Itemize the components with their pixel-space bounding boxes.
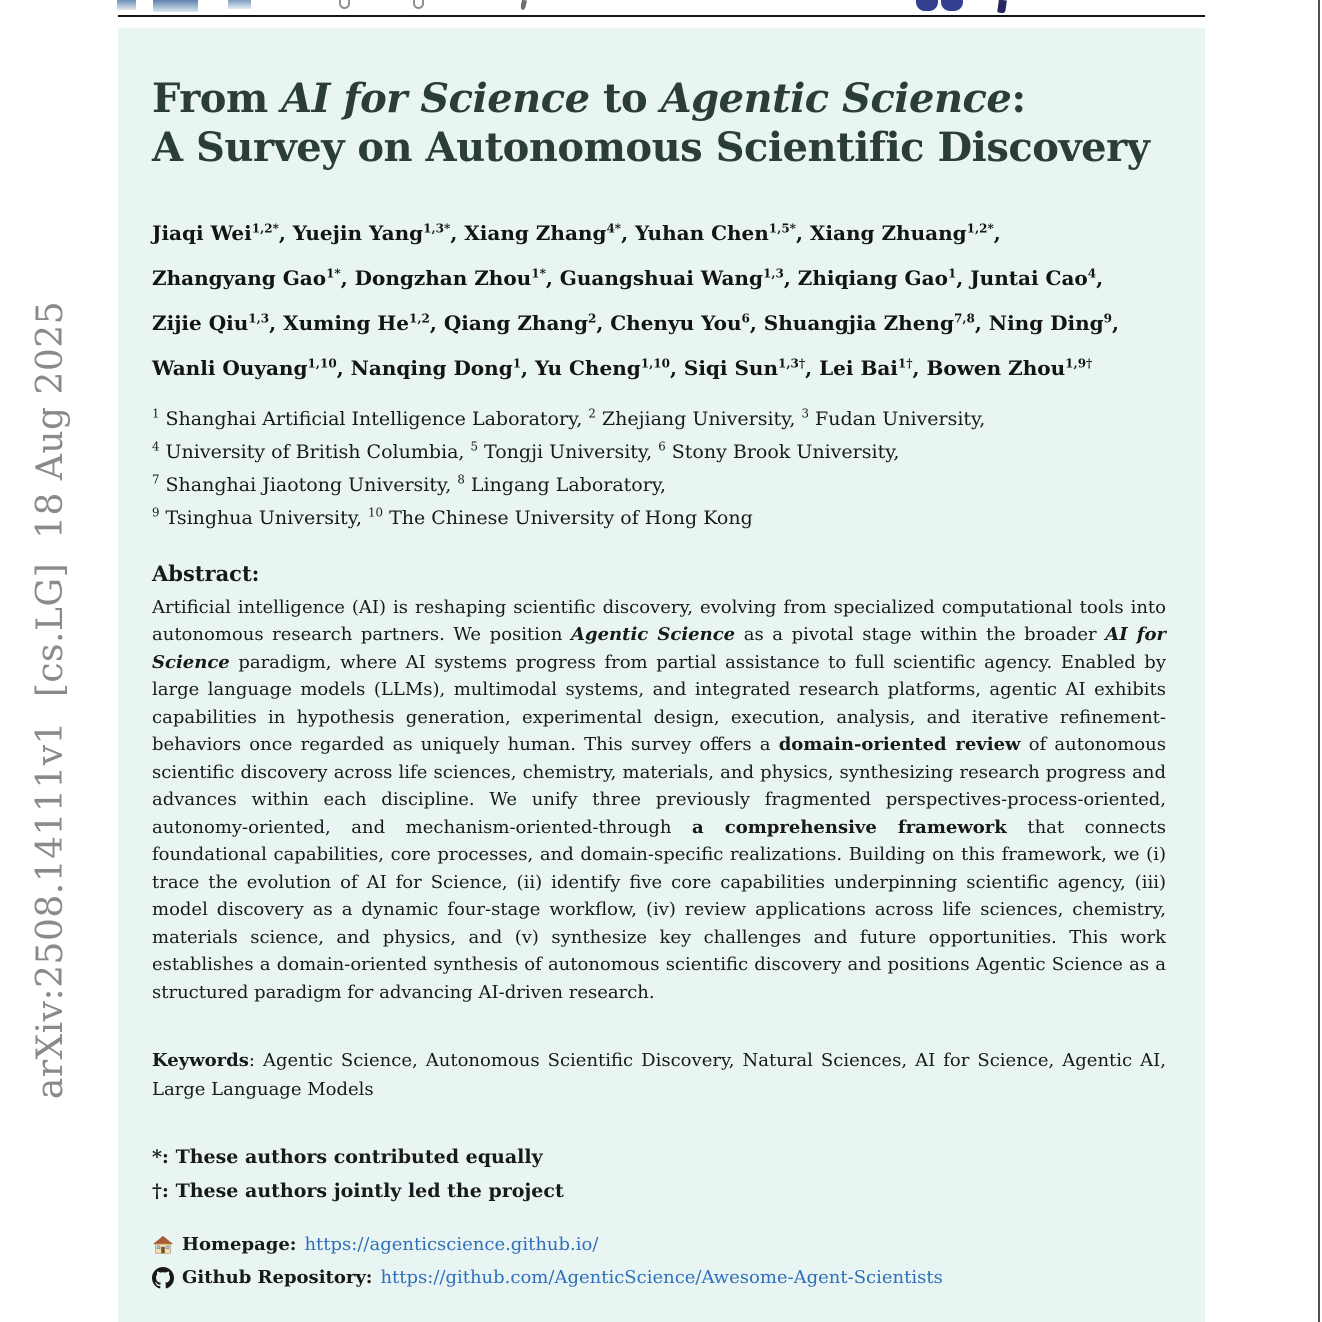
house-icon xyxy=(152,1234,174,1256)
paper-page xyxy=(118,28,1205,1322)
window-right-edge xyxy=(1318,0,1320,1322)
affiliation-line: $^7$ Shanghai Jiaotong University, $^8$ Lingang Laboratory, xyxy=(152,472,667,496)
homepage-label: Homepage: xyxy=(182,1234,297,1256)
github-icon xyxy=(152,1267,174,1289)
abstract-text: Artificial intelligence (AI) is reshaping scientific discovery, evolving from specialized computational tools into autonomous research partners. We position Agentic Science as a pivotal stage within the broader AI for Science paradigm, where AI systems progress from partial assistance to full scientific agency. Enabled by large language models (LLMs), multimodal systems, and integrated research platforms, agentic AI exhibits capabilities in hypothesis generation, experimental design, execution, analysis, and iterative refinement-behaviors once regarded as uniquely human. This survey offers a domain-oriented review of autonomous scientific discovery across life sciences, chemistry, materials, and physics, synthesizing research progress and advances within each discipline. We unify three previously fragmented perspectives-process-oriented, autonomy-oriented, and mechanism-oriented-through a comprehensive framework that connects foundational capabilities, core processes, and domain-specific realizations. Building on this framework, we (i) trace the evolution of AI for Science, (ii) identify five core capabilities underpinning scientific agency, (iii) model discovery as a dynamic four-stage workflow, (iv) review applications across life sciences, chemistry, materials science, and physics, and (v) synthesize key challenges and future opportunities. This work establishes a domain-oriented synthesis of autonomous scientific discovery and positions Agentic Science as a structured paradigm for advancing AI-driven research. xyxy=(152,596,1167,1003)
paper-title xyxy=(152,75,1166,173)
cropped-logo-fragment xyxy=(997,0,1007,13)
cropped-logo-fragment xyxy=(117,0,136,10)
affiliation-line: $^9$ Tsinghua University, $^{10}$ The Chinese University of Hong Kong xyxy=(152,505,753,529)
cropped-text-fragment xyxy=(520,0,527,10)
cropped-logo-fragment xyxy=(941,0,963,11)
author-line: Zijie Qiu$^{1,3}$, Xuming He$^{1,2}$, Qiang Zhang$^2$, Chenyu You$^6$, Shuangjia Zheng$^{7,8}$, Ning Ding$^9$, xyxy=(152,310,1119,335)
header-divider xyxy=(118,15,1205,17)
resource-links xyxy=(152,1228,1166,1294)
author-list xyxy=(152,211,1166,391)
affiliation-list xyxy=(152,403,1166,535)
github-label: Github Repository: xyxy=(182,1267,373,1289)
keywords-line: Keywords: Agentic Science, Autonomous Scientific Discovery, Natural Sciences, AI for Science, Agentic AI, Large Language Models xyxy=(152,1050,1166,1101)
paper-title-line2: A Survey on Autonomous Scientific Discovery xyxy=(152,123,1150,171)
cropped-text-fragment xyxy=(413,0,424,9)
paper-title-line1: From AI for Science to Agentic Science: xyxy=(152,75,1026,122)
cropped-logo-fragment xyxy=(916,0,938,11)
affiliation-line: $^1$ Shanghai Artificial Intelligence Laboratory, $^2$ Zhejiang University, $^3$ Fudan University, xyxy=(152,406,986,430)
footnote-joint-lead: †: These authors jointly led the project xyxy=(152,1180,564,1203)
author-line: Wanli Ouyang$^{1,10}$, Nanqing Dong$^1$, Yu Cheng$^{1,10}$, Siqi Sun$^{1,3\dagger}$, Lei Bai$^{1\dagger}$, Bowen Zhou$^{1,9\dagger}$ xyxy=(152,355,1093,380)
abstract-heading: Abstract: xyxy=(152,560,260,586)
cropped-logo-fragment xyxy=(153,0,198,12)
affiliation-line: $^4$ University of British Columbia, $^5$ Tongji University, $^6$ Stony Brook University, xyxy=(152,439,900,463)
author-footnotes xyxy=(152,1140,1166,1208)
github-link[interactable]: https://github.com/AgenticScience/Awesome-Agent-Scientists xyxy=(380,1267,943,1289)
cropped-logo-fragment xyxy=(228,0,251,9)
footnote-equal-contribution: *: These authors contributed equally xyxy=(152,1146,543,1169)
homepage-link[interactable]: https://agenticscience.github.io/ xyxy=(304,1234,599,1256)
cropped-text-fragment xyxy=(339,0,350,9)
author-line: Jiaqi Wei$^{1,2*}$, Yuejin Yang$^{1,3*}$, Xiang Zhang$^{4*}$, Yuhan Chen$^{1,5*}$, Xiang Zhuang$^{1,2*}$, xyxy=(152,220,1001,245)
author-line: Zhangyang Gao$^{1*}$, Dongzhan Zhou$^{1*}$, Guangshuai Wang$^{1,3}$, Zhiqiang Gao$^1$, Juntai Cao$^4$, xyxy=(152,265,1104,290)
github-row xyxy=(152,1261,1166,1294)
homepage-row xyxy=(152,1228,1166,1261)
arxiv-identifier-watermark: arXiv:2508.14111v1 [cs.LG] 18 Aug 2025 xyxy=(30,300,71,1100)
